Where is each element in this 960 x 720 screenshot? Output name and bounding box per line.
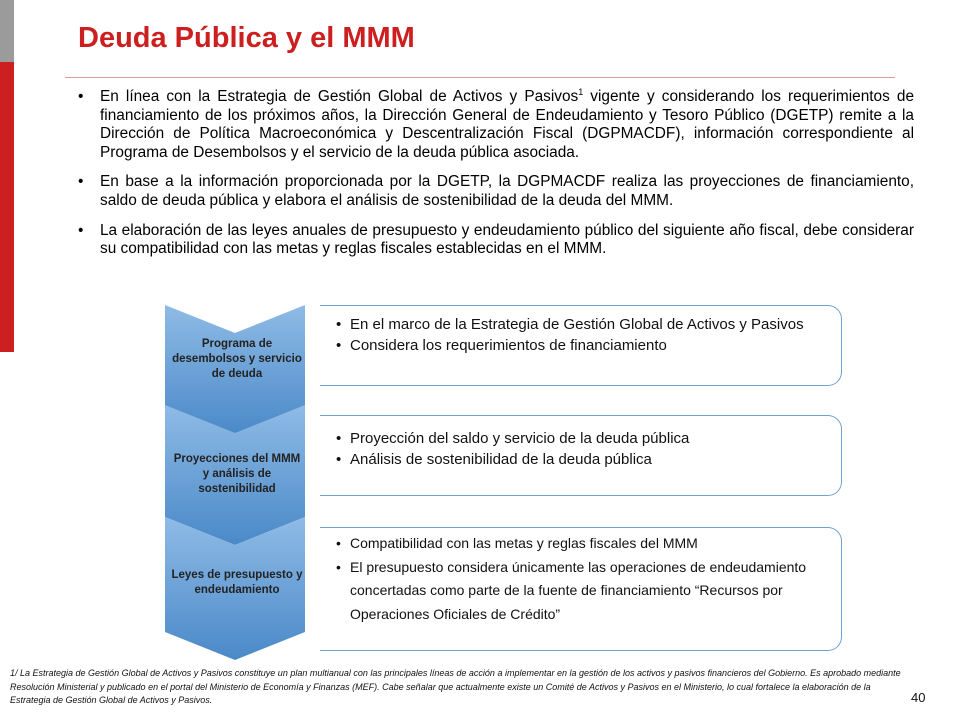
bullet-text: En línea con la Estrategia de Gestión Global de Activos y Pasivos	[100, 88, 579, 105]
card-list-item: • Compatibilidad con las metas y reglas fiscales del MMM	[320, 532, 841, 556]
card-list-item: • Proyección del saldo y servicio de la deuda pública	[320, 428, 841, 449]
page-title: Deuda Pública y el MMM	[78, 22, 415, 54]
step-label: Leyes de presupuesto y endeudamiento	[171, 569, 303, 596]
side-accent-red	[0, 62, 14, 352]
card-list-item: • Considera los requerimientos de financiamiento	[320, 335, 841, 356]
step-label: Programa de desembolsos y servicio de deuda	[172, 338, 302, 380]
step-detail-card-1	[320, 305, 842, 386]
bullet-item: • En base a la información proporcionada por la DGETP, la DGPMACDF realiza las proyecciones de financiamiento, saldo de deuda pública y elabora el análisis de sostenibilidad de la deuda del MMM.	[78, 173, 914, 210]
card-list-item: • El presupuesto considera únicamente las operaciones de endeudamiento concertadas como parte de la fuente de financiamiento “Recursos por Operaciones Oficiales de Crédito”	[320, 556, 841, 627]
title-divider	[65, 77, 895, 78]
intro-bullets	[78, 88, 914, 270]
side-accent-gray	[0, 0, 14, 62]
process-step-3	[165, 517, 305, 660]
footnote: 1/ La Estrategia de Gestión Global de Activos y Pasivos constituye un plan multianual con las principales líneas de acción a implementar en la gestión de los activos y pasivos financieros del Gobierno. Es aprobado mediante Resolución Ministerial y publicado en el portal del Ministerio de Economía y Finanzas (MEF). Cabe señalar que actualmente existe un Comité de Activos y Pasivos en el Ministerio, lo cual fortalece la elaboración de la Estrategia de Gestión Global de Activos y Pasivos.	[10, 668, 901, 705]
card-list-item: • Análisis de sostenibilidad de la deuda pública	[320, 449, 841, 470]
bullet-item	[78, 88, 914, 162]
card-list-item: • En el marco de la Estrategia de Gestión Global de Activos y Pasivos	[320, 314, 841, 335]
footnote-marker: 1	[578, 86, 584, 97]
step-detail-card-3	[320, 527, 842, 651]
bullet-item: • La elaboración de las leyes anuales de presupuesto y endeudamiento público del siguiente año fiscal, debe considerar su compatibilidad con las metas y reglas fiscales establecidas en el MMM.	[78, 222, 914, 259]
page-number: 40	[911, 690, 926, 705]
bullet-text: vigente y considerando los requerimientos de financiamiento de los próximos años, la Dirección General de Endeudamiento y Tesoro Público (DGETP) remite a la Dirección de Política Macroeconómica y Descentralización Fiscal (DGPMACDF), información correspondiente al Programa de Desembolsos y el servicio de la deuda pública asociada.	[100, 88, 915, 161]
step-detail-card-2	[320, 415, 842, 496]
step-label: Proyecciones del MMM y análisis de sostenibilidad	[173, 453, 301, 495]
